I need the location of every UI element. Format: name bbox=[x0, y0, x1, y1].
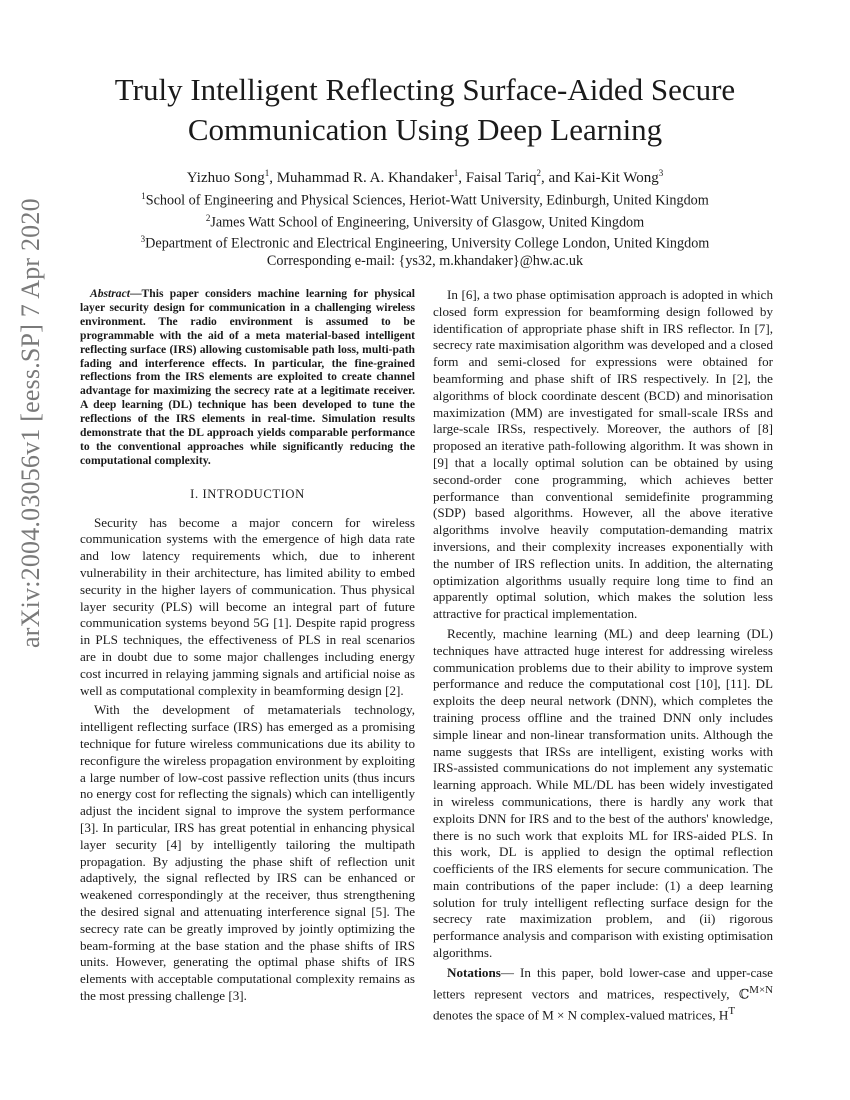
title-line-1: Truly Intelligent Reflecting Surface-Aided Secure bbox=[114, 72, 736, 107]
left-column bbox=[80, 287, 415, 1008]
abstract-label: Abstract bbox=[90, 287, 130, 300]
notations-superscript: M×N bbox=[749, 983, 773, 996]
notations-text-continued: denotes the space of M × N complex-valued matrices, H bbox=[433, 1007, 729, 1023]
author-separator: , bbox=[458, 170, 466, 186]
author-affiliation-mark: 1 bbox=[453, 168, 459, 178]
notations-paragraph bbox=[433, 965, 773, 1024]
corresponding-email: Corresponding e-mail: {ys32, m.khandaker}@hw.ac.uk bbox=[266, 253, 584, 270]
author-name: Kai-Kit Wong bbox=[573, 170, 659, 186]
author-name: Faisal Tariq bbox=[465, 170, 537, 186]
affiliation-mark: 1 bbox=[141, 191, 146, 201]
author-affiliation-mark: 1 bbox=[264, 168, 270, 178]
author-block bbox=[60, 165, 790, 270]
title-line-2: Communication Using Deep Learning bbox=[187, 112, 663, 147]
body-paragraph: Security has become a major concern for wireless communication systems with the emergence of high data rate and low latency requirements which, due to inherent vulnerability in their architecture, has limited ability to embed security in the higher layers of communication. Thus physical layer security (PLS) will become an integral part of future communication systems beyond 5G [1]. Despite rapid progress in PLS techniques, the effectiveness of PLS in real scenarios are in doubt due to some major challenges including energy cost incurred in relaying jamming signals and artificial noise as well as computational complexity in beamforming design [2]. bbox=[80, 514, 415, 698]
affiliation-text: James Watt School of Engineering, University of Glasgow, United Kingdom bbox=[210, 214, 645, 231]
arxiv-identifier: arXiv:2004.03056v1 [eess.SP] 7 Apr 2020 bbox=[16, 198, 45, 648]
abstract bbox=[80, 287, 415, 468]
author-separator: , and bbox=[541, 170, 574, 186]
author-name: Muhammad R. A. Khandaker bbox=[276, 170, 454, 186]
abstract-dash: — bbox=[129, 287, 142, 300]
right-column bbox=[433, 287, 773, 1027]
abstract-text: This paper considers machine learning for physical layer security design for communication in a challenging wireless environment. The radio environment is assumed to be programmable with the aid of a meta material-based intelligent reflecting surface (IRS) allowing customisable path loss, multi-path fading and interference effects. In particular, the fine-grained reflections from the IRS elements are exploited to create channel advantage for maximizing the secrecy rate at a legitimate receiver. A deep learning (DL) technique has been developed to tune the reflections of the IRS elements in real-time. Simulation results demonstrate that the DL approach yields comparable performance to the conventional approaches while significantly reducing the computational complexity. bbox=[80, 287, 415, 467]
notations-superscript-transpose: T bbox=[728, 1004, 736, 1017]
body-paragraph: With the development of metamaterials technology, intelligent reflecting surface (IRS) has emerged as a promising technique for future wireless communications due its ability to reconfigure the wireless propagation environment by exploiting a large number of low-cost passive reflection units (thus incurs no energy cost for reflecting the signals) which can intelligently adjust the incident signal to improve the system performance [3]. In particular, IRS has great potential in enhancing physical layer security [4] by intelligently tailoring the multipath propagation. By adjusting the phase shift of reflection unit adaptively, the signal reflected by IRS can be enhanced or weakened correspondingly at the receiver, thus strengthening the desired signal and attenuating interference signal [5]. The secrecy rate can be greatly improved by jointly optimizing the beam-forming at the base station and the phase shifts of IRS units. However, generating the optimal phase shifts of IRS elements with acceptable computational complexity remains as the most pressing challenge [3]. bbox=[80, 702, 415, 1003]
section-heading: I. INTRODUCTION bbox=[190, 486, 305, 501]
body-paragraph: In [6], a two phase optimisation approach is adopted in which closed form expression for beamforming design followed by identification of appropriate phase shift in IRS reflector. In [7], secrecy rate maximisation algorithm was developed and a closed form and semi-closed for expressions were obtained for beamforming and phase shift of IRS respectively. In [2], the algorithms of block coordinate descent (BCD) and minorisation maximization (MM) are investigated for small-scale IRSs and large-scale IRSs, respectively. Moreover, the authors of [8] proposed an iterative path-following algorithm. It was shown in [9] that a locally optimal solution can be obtained by using second-order cone programming, which achieves better performance than conventional semidefinite programming (SDP) based algorithms. However, all the above iterative algorithms involve heavily computation-demanding matrix inversions, and their complexity increases exponentially with the number of IRS reflection units. In addition, the alternating optimization algorithms usually require long time to find an apparently optimal solution, which makes the solution less attractive for practical implementation. bbox=[433, 287, 773, 622]
author-name: Yizhuo Song bbox=[186, 170, 265, 186]
affiliation bbox=[60, 231, 790, 253]
affiliation-mark: 3 bbox=[140, 234, 146, 245]
author-affiliation-mark: 2 bbox=[536, 168, 542, 178]
body-paragraph: Recently, machine learning (ML) and deep learning (DL) techniques have attracted huge interest for addressing wireless communication problems due to their ability to improve system performance and reduce the computational cost [10], [11]. DL exploits the deep neural network (DNN), which completes the training process offline and the trained DNN only includes simple linear and non-linear transformation units. Although the name suggests that IRSs are intelligent, existing works with IRS-assisted communications do not implement any systematic learning approach. While ML/DL has been widely investigated in wireless communications, there is hardly any work that exploits DNN for IRS and to the best of the authors' knowledge, there is no such work that exploits ML for IRS-aided PLS. In this work, DL is applied to design the optimal reflection coefficients of the IRS elements for secure communication. The main contributions of the paper include: (1) a deep learning solution for truly intelligent reflecting surface design for the secrecy rate maximization problem, and (ii) rigorous performance analysis and comparison with existing optimisation algorithms. bbox=[433, 625, 773, 961]
affiliation-mark: 2 bbox=[205, 212, 211, 223]
affiliation-text: School of Engineering and Physical Sciences, Heriot-Watt University, Edinburgh, United Kingdom bbox=[145, 192, 709, 209]
author-separator: , bbox=[269, 170, 277, 186]
author-affiliation-mark: 3 bbox=[658, 168, 664, 178]
paper-title bbox=[60, 70, 790, 150]
notations-label: Notations bbox=[447, 964, 501, 980]
affiliation bbox=[60, 188, 790, 210]
author-list bbox=[60, 165, 790, 187]
notations-text: — In this paper, bold lower-case and upper-case letters represent vectors and matrices, respectively, ℂ bbox=[433, 964, 773, 1002]
affiliation bbox=[60, 210, 790, 232]
affiliation-text: Department of Electronic and Electrical Engineering, University College London, United Kingdom bbox=[145, 236, 710, 253]
